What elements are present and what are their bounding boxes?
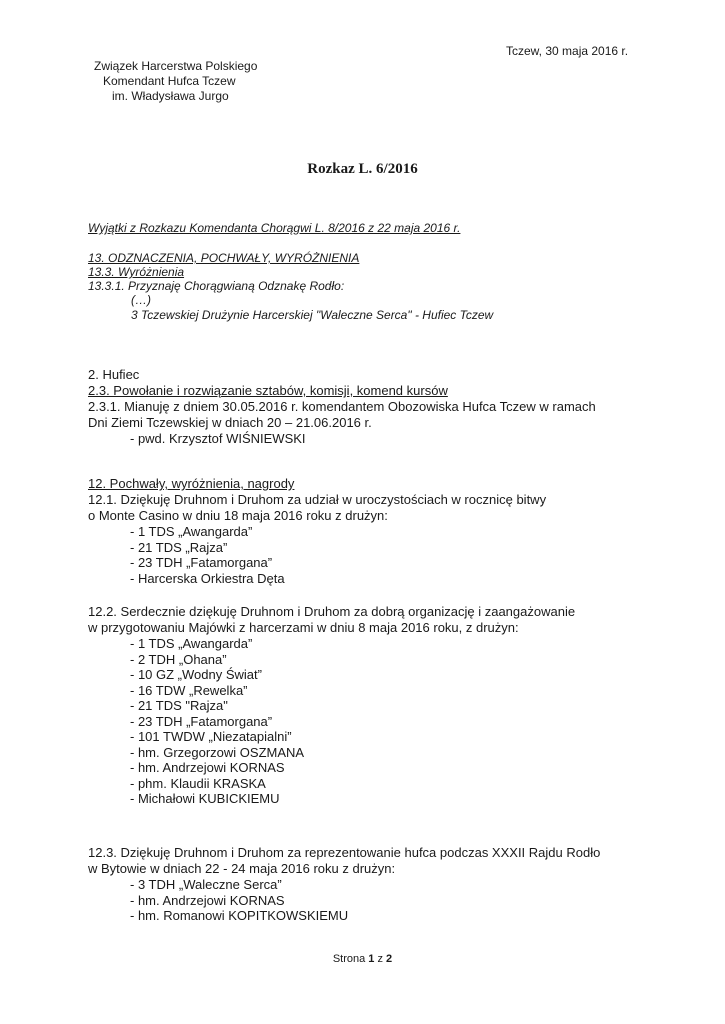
section-12-1-line2: o Monte Casino w dniu 18 maja 2016 roku z drużyn:	[88, 508, 388, 523]
list-item: - 16 TDW „Rewelka”	[130, 682, 248, 698]
appointed-person: - pwd. Krzysztof WIŚNIEWSKI	[130, 431, 306, 446]
troop-patron: im. Władysława Jurgo	[112, 89, 229, 103]
organization-name: Związek Harcerstwa Polskiego	[94, 59, 258, 73]
list-item: - 21 TDS "Rajza"	[130, 698, 228, 713]
list-item: - 2 TDH „Ohana”	[130, 651, 227, 667]
section-12-1-line1: 12.1. Dziękuję Druhnom i Druhom za udział w uroczystościach w rocznicę bitwy	[88, 492, 547, 507]
document-date: Tczew, 30 maja 2016 r.	[506, 44, 629, 58]
page-number-prefix: Strona	[332, 953, 369, 965]
excerpt-heading: Wyjątki z Rozkazu Komendanta Chorągwi L. 8/2016 z 22 maja 2016 r.	[88, 221, 461, 235]
section-2-3-1-line1: 2.3.1. Mianuję z dniem 30.05.2016 r. komendantem Obozowiska Hufca Tczew w ramach	[88, 399, 596, 414]
page-number-separator: z	[374, 953, 387, 965]
section-12-2-line1: 12.2. Serdecznie dziękuję Druhnom i Druhom za dobrą organizację i zaangażowanie	[88, 604, 576, 619]
section-12-heading: 12. Pochwały, wyróżnienia, nagrody	[88, 476, 295, 491]
section-12-2-list	[130, 636, 304, 807]
list-item: - hm. Andrzejowi KORNAS	[130, 760, 285, 775]
list-item: - hm. Romanowi KOPITKOWSKIEMU	[130, 908, 349, 923]
section-12-2-line2: w przygotowaniu Majówki z harcerzami w dniu 8 maja 2016 roku, z drużyn:	[88, 620, 519, 635]
list-item: - 23 TDH „Fatamorgana”	[130, 555, 273, 570]
list-item: - hm. Grzegorzowi OSZMANA	[130, 744, 305, 760]
section-12-3-line2: w Bytowie w dniach 22 - 24 maja 2016 roku z drużyn:	[88, 861, 396, 876]
list-item: - 1 TDS „Awangarda”	[130, 636, 253, 651]
section-12-1-list	[130, 524, 285, 586]
list-item: - 10 GZ „Wodny Świat”	[130, 667, 262, 682]
section-12-3-list	[130, 877, 348, 924]
list-item: - 1 TDS „Awangarda”	[130, 524, 253, 539]
excerpt-item: 13.3.1. Przyznaję Chorągwianą Odznakę Rodło:	[88, 279, 345, 293]
section-2-heading: 2. Hufiec	[88, 367, 140, 382]
page-number	[0, 953, 725, 965]
list-item: - 23 TDH „Fatamorgana”	[130, 713, 273, 729]
section-2-3-1-line2: Dni Ziemi Tczewskiej w dniach 20 – 21.06.2016 r.	[88, 415, 372, 430]
page-number-total: 2	[386, 953, 393, 965]
section-12-3-line1: 12.3. Dziękuję Druhnom i Druhom za reprezentowanie hufca podczas XXXII Rajdu Rodło	[88, 845, 601, 860]
excerpt-unit: 3 Tczewskiej Drużynie Harcerskiej "Waleczne Serca" - Hufiec Tczew	[131, 308, 494, 322]
list-item: - 3 TDH „Waleczne Serca”	[130, 877, 282, 892]
list-item: - phm. Klaudii KRASKA	[130, 775, 266, 791]
commander-title: Komendant Hufca Tczew	[103, 74, 236, 88]
excerpt-ellipsis: (…)	[131, 293, 151, 307]
page-number-current: 1	[368, 953, 375, 965]
section-2-3-heading: 2.3. Powołanie i rozwiązanie sztabów, komisji, komend kursów	[88, 383, 448, 398]
excerpt-section: 13. ODZNACZENIA, POCHWAŁY, WYRÓŻNIENIA	[88, 251, 360, 265]
list-item: - 101 TWDW „Niezatapialni”	[130, 729, 292, 744]
list-item: - Harcerska Orkiestra Dęta	[130, 570, 285, 586]
list-item: - 21 TDS „Rajza”	[130, 539, 228, 555]
page-title: Rozkaz L. 6/2016	[307, 161, 418, 177]
list-item: - hm. Andrzejowi KORNAS	[130, 892, 285, 908]
excerpt-subsection: 13.3. Wyróżnienia	[88, 265, 185, 279]
list-item: - Michałowi KUBICKIEMU	[130, 791, 280, 806]
